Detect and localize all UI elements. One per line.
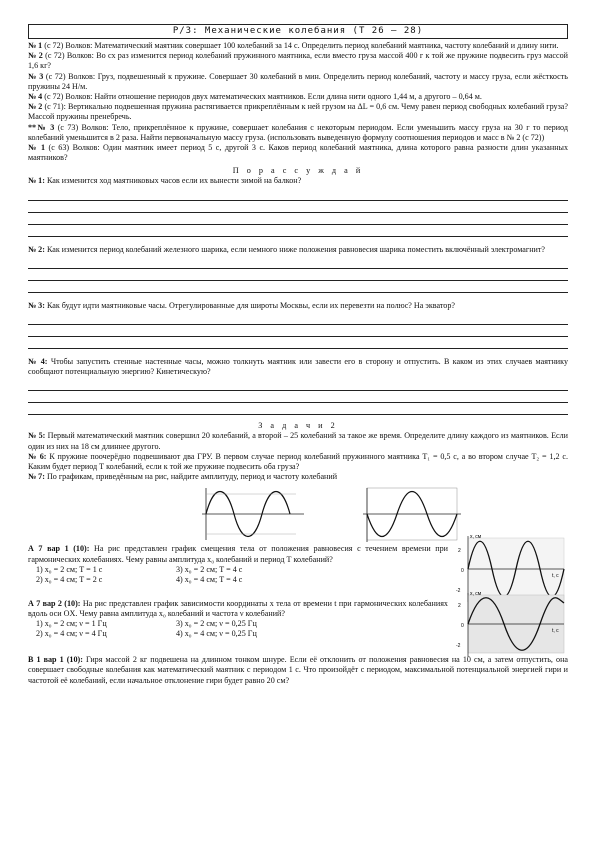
task2-text: К пружине поочерёдно подвешивают два ГРУ. В первом случае период колебаний пружинного маятника T₁ = 0,5 с, а во втором случае T₂ = 1,2 с. Каким будет период Т колебаний, если к той же пружине подвесить оба груза? <box>28 451 568 472</box>
graph-2 <box>353 484 473 544</box>
a7-2-options-row1 <box>28 619 448 629</box>
tasks-block <box>28 41 568 163</box>
a7-2-options-row2 <box>28 629 448 639</box>
reason-text: Как будут идти маятниковые часы. Отрегулированные для широты Москвы, если их перевезти на полюс? На экватор? <box>46 300 455 310</box>
b1-number: В 1 вар 1 (10): <box>28 655 83 665</box>
answer-line[interactable] <box>28 313 568 325</box>
graph-a7-1-tick-bottom: -2 <box>456 588 461 595</box>
task-item <box>28 92 568 102</box>
answer-line[interactable] <box>28 281 568 293</box>
task-source: (с 71): <box>44 102 66 112</box>
task-source: (с 63) <box>48 143 70 153</box>
answer-lines <box>28 379 568 415</box>
task-item <box>28 51 568 71</box>
answer-line[interactable] <box>28 325 568 337</box>
graph-a7-2-xlabel: x, см <box>470 590 482 597</box>
a7-1-option-1: 1) x₀ = 2 см; T = 1 с <box>36 564 103 574</box>
a7-2-option-3: 3) x₀ = 2 см; ν = 0,25 Гц <box>176 619 257 629</box>
reason-text: Как изменится ход маятниковых часов если их вынести зимой на балкон? <box>46 176 302 186</box>
task-item <box>28 143 568 163</box>
graph-a7-2 <box>456 589 568 661</box>
reason-text: Чтобы запустить стенные настенные часы, можно толкнуть маятник или завести его в сторону и отпустить. В каком из этих случаев маятнику сообщают потенциальную энергию? Кинетическую? <box>28 357 568 377</box>
a7-2-option-1: 1) x₀ = 2 см; ν = 1 Гц <box>36 619 107 629</box>
a7-1-option-2: 2) x₀ = 4 см; T = 2 с <box>36 574 103 584</box>
answer-line[interactable] <box>28 391 568 403</box>
section-heading-tasks2: З а д а ч и 2 <box>258 421 338 431</box>
a7-2-text: На рис представлен график зависимости координаты х тела от времени t при гармонических колебаниях вдоль оси OX. Чему равна амплитуда x₀ колебаний и частота ν колебаний? <box>28 598 448 619</box>
task-text: Во сх раз изменится период колебаний пружинного маятника, если вместо груза массой 400 г к той же пружине подвесить груз массой 1,6 кг? <box>28 51 568 71</box>
task-source: (с 72) Волков: <box>45 51 94 61</box>
task2-item <box>28 472 568 482</box>
graph-a7-1-tick-zero: 0 <box>461 568 464 575</box>
task-number: № 1 <box>28 143 46 153</box>
task-number: № 2 <box>28 51 43 61</box>
graph-a7-2-tlabel: t, с <box>552 627 559 634</box>
reason-question <box>28 245 568 255</box>
a7-1-options-row2 <box>28 575 448 585</box>
graph-a7-1-tick-top: 2 <box>458 548 461 555</box>
task2-text: По графикам, приведённым на рис, найдите амплитуду, период и частоту колебаний <box>46 472 338 482</box>
reason-block <box>28 176 568 415</box>
task-number: **№ 3 <box>28 122 55 132</box>
answer-line[interactable] <box>28 257 568 269</box>
reason-question <box>28 357 568 377</box>
a7-2-option-4: 4) x₀ = 4 см; ν = 0,25 Гц <box>176 629 257 639</box>
task-source: (с 72) Волков: <box>44 92 93 102</box>
task-text: Груз, подвешенный к пружине. Совершает 30 колебаний в мин. Определить период колебаний, частоту и массу груза, если жёсткость пружины 24 Н/м. <box>28 71 568 91</box>
b1-text: Гиря массой 2 кг подвешена на длинном тонком шнуре. Если её отклонить от положения равновесия на 10 см, а затем отпустить, она совершает свободные колебания как математический маятник с периодом 1 с. Что произойдёт с периодом, максимальной потенциальной энергией гири и частотой её колебаний, если начальное отклонение гири будет равно 20 см? <box>28 655 568 685</box>
answer-line[interactable] <box>28 225 568 237</box>
a7-var2 <box>28 590 568 649</box>
graph-a7-2-tick-top: 2 <box>458 602 461 609</box>
graph-a7-1-tlabel: t, с <box>552 573 559 580</box>
task-text: Волков: Тело, прикреплённое к пружине, совершает колебания с некоторым периодом. Если уменьшить массу груза на 30 г то период колебаний уменьшится в 2 раза. Найти первоначальную массу груза. (использовать выведенную формулу соотношения периодов и масс в № 2 (с 72)) <box>28 122 568 142</box>
task-text: Вертикально подвешенная пружина растягивается прикреплённым к ней грузом на ΔL = 0,6 см. Чему равен период свободных колебаний груза? Массой пружины пренебречь. <box>28 102 568 122</box>
reason-number: № 3: <box>28 300 45 310</box>
task-number: № 1 <box>28 41 43 50</box>
task-number: № 3 <box>28 71 44 81</box>
a7-var1 <box>28 534 568 595</box>
section-heading-reason: П о р а с с у ж д а й <box>232 166 364 176</box>
answer-line[interactable] <box>28 201 568 213</box>
answer-line[interactable] <box>28 189 568 201</box>
task-number: № 4 <box>28 92 43 102</box>
task2-number: № 6: <box>28 451 47 461</box>
answer-line[interactable] <box>28 269 568 281</box>
task-text: Волков: Один маятник имеет период 5 с, другой 3 с. Каков период колебаний маятника, длина которого равна разности длин указанных маятников? <box>28 143 569 163</box>
reason-number: № 1: <box>28 176 45 186</box>
task-item <box>28 41 568 51</box>
reason-number: № 4: <box>28 357 48 367</box>
task2-item <box>28 431 568 451</box>
answer-lines <box>28 313 568 349</box>
worksheet <box>28 24 568 686</box>
task-source: (с 72) Волков: <box>45 71 96 81</box>
task-text: Математический маятник совершает 100 колебаний за 14 с. Определить период колебаний маятника, частоту колебаний и длину нити. <box>94 41 559 50</box>
answer-line[interactable] <box>28 213 568 225</box>
reason-text: Как изменится период колебаний железного шарика, если немного ниже положения равновесия шарика поместить включённый электромагнит? <box>46 244 545 254</box>
a7-2-option-2: 2) x₀ = 4 см; ν = 4 Гц <box>36 629 107 639</box>
answer-lines <box>28 257 568 293</box>
a7-1-option-3: 3) x₀ = 2 см; T = 4 с <box>176 564 243 574</box>
a7-2-number: А 7 вар 2 (10): <box>28 598 81 608</box>
task-source: (с 73) <box>57 122 79 132</box>
a7-1-number: А 7 вар 1 (10): <box>28 544 90 554</box>
answer-line[interactable] <box>28 403 568 415</box>
task-item <box>28 123 568 143</box>
task-item <box>28 102 568 122</box>
reason-number: № 2: <box>28 244 45 254</box>
graph-a7-2-tick-bottom: -2 <box>456 642 461 649</box>
task-source: (с 72) Волков: <box>44 41 93 50</box>
task2-number: № 7: <box>28 472 45 482</box>
answer-lines <box>28 189 568 237</box>
task2-number: № 5: <box>28 431 46 441</box>
task-item <box>28 72 568 92</box>
graph-a7-2-tick-zero: 0 <box>461 622 464 629</box>
answer-line[interactable] <box>28 379 568 391</box>
a7-1-option-4: 4) x₀ = 4 см; T = 4 с <box>176 574 243 584</box>
task2-text: Первый математический маятник совершил 20 колебаний, а второй – 25 колебаний за такое же время. Определите длину каждого из маятников. Если один из них на 18 см длиннее другого. <box>28 431 568 451</box>
page-title: Р/З: Механические колебания (Т 26 – 28) <box>28 24 568 39</box>
task2-item <box>28 452 568 472</box>
reason-question <box>28 176 568 186</box>
tasks2-block <box>28 431 568 482</box>
reason-question <box>28 301 568 311</box>
answer-line[interactable] <box>28 337 568 349</box>
a7-1-text: На рис представлен график смещения тела от положения равновесия с течением времени при гармонических колебаниях. Чему равны амплитуда x₀ колебаний и период Т колебаний? <box>28 544 448 564</box>
graph-a7-1-xlabel: x, см <box>470 534 482 541</box>
task-text: Найти отношение периодов двух математических маятников. Если длина нити одного 1,44 м, а другого – 0,64 м. <box>94 92 482 102</box>
task-number: № 2 <box>28 102 43 112</box>
a7-1-options-row1 <box>28 565 448 575</box>
